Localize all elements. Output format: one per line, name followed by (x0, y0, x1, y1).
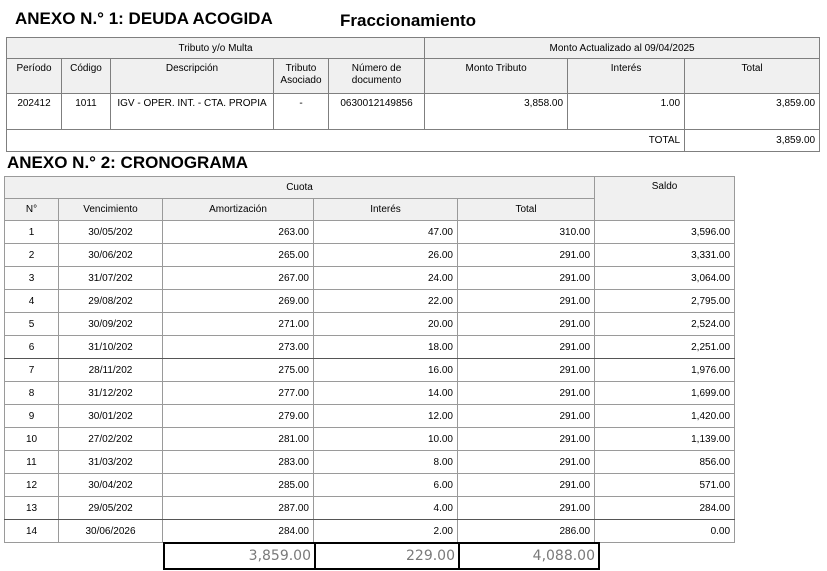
cell-interes: 8.00 (314, 451, 458, 474)
cell-amortizacion: 285.00 (163, 474, 314, 497)
total-total: 4,088.00 (459, 543, 599, 569)
anexo2-title: ANEXO N.° 2: CRONOGRAMA (7, 153, 249, 172)
cell-n: 7 (5, 359, 59, 382)
table-row (5, 474, 735, 497)
cell-amortizacion: 284.00 (163, 520, 314, 543)
cell-total: 291.00 (458, 497, 595, 520)
table-row (5, 497, 735, 520)
cell-vencimiento: 30/01/202 (59, 405, 163, 428)
cell-interes: 18.00 (314, 336, 458, 359)
cell-n: 5 (5, 313, 59, 336)
table-row (5, 267, 735, 290)
cell-n: 11 (5, 451, 59, 474)
cell-vencimiento: 31/03/202 (59, 451, 163, 474)
header-descripcion: Descripción (111, 59, 274, 94)
cell-total: 291.00 (458, 451, 595, 474)
cell-total: 291.00 (458, 267, 595, 290)
cell-saldo: 284.00 (595, 497, 735, 520)
header-codigo: Código (62, 59, 111, 94)
cell-n: 1 (5, 221, 59, 244)
cronograma-body (5, 221, 735, 543)
table-row (5, 221, 735, 244)
cell-saldo: 856.00 (595, 451, 735, 474)
cell-interes: 22.00 (314, 290, 458, 313)
header-vencimiento: Vencimiento (59, 199, 163, 221)
cell-total: 291.00 (458, 359, 595, 382)
table-row (5, 313, 735, 336)
cell-total: 291.00 (458, 382, 595, 405)
total-value: 3,859.00 (685, 130, 820, 152)
cell-total: 291.00 (458, 428, 595, 451)
cell-total: 291.00 (458, 313, 595, 336)
header-total: Total (685, 59, 820, 94)
cell-n: 12 (5, 474, 59, 497)
header-n: N° (5, 199, 59, 221)
total-label: TOTAL (7, 130, 685, 152)
cell-total: 291.00 (458, 244, 595, 267)
cell-n: 13 (5, 497, 59, 520)
cell-codigo: 1011 (62, 94, 111, 130)
cell-interes: 4.00 (314, 497, 458, 520)
cell-amortizacion: 267.00 (163, 267, 314, 290)
cell-saldo: 1,420.00 (595, 405, 735, 428)
cell-saldo: 3,596.00 (595, 221, 735, 244)
cell-amortizacion: 283.00 (163, 451, 314, 474)
cell-vencimiento: 31/07/202 (59, 267, 163, 290)
cell-vencimiento: 30/04/202 (59, 474, 163, 497)
cell-interes: 20.00 (314, 313, 458, 336)
table-row (5, 290, 735, 313)
table-row (5, 405, 735, 428)
cell-amortizacion: 265.00 (163, 244, 314, 267)
header-tributo-asociado: Tributo Asociado (274, 59, 329, 94)
cell-total: 291.00 (458, 336, 595, 359)
cell-amortizacion: 263.00 (163, 221, 314, 244)
cell-saldo: 2,795.00 (595, 290, 735, 313)
cell-n: 2 (5, 244, 59, 267)
cell-vencimiento: 28/11/202 (59, 359, 163, 382)
cell-numero-documento: 0630012149856 (329, 94, 425, 130)
cell-periodo: 202412 (7, 94, 62, 130)
table-row (5, 244, 735, 267)
deuda-row (7, 94, 820, 130)
cell-saldo: 1,139.00 (595, 428, 735, 451)
cell-vencimiento: 29/05/202 (59, 497, 163, 520)
header-saldo: Saldo (595, 177, 735, 221)
cell-total: 291.00 (458, 405, 595, 428)
cell-amortizacion: 271.00 (163, 313, 314, 336)
table-row (5, 428, 735, 451)
cell-tributo-asociado: - (274, 94, 329, 130)
cell-total: 286.00 (458, 520, 595, 543)
header-periodo: Período (7, 59, 62, 94)
cell-vencimiento: 30/05/202 (59, 221, 163, 244)
cell-interes: 14.00 (314, 382, 458, 405)
cell-amortizacion: 275.00 (163, 359, 314, 382)
group-header-monto: Monto Actualizado al 09/04/2025 (425, 38, 820, 59)
cell-interes: 10.00 (314, 428, 458, 451)
cell-interes: 47.00 (314, 221, 458, 244)
cell-total: 310.00 (458, 221, 595, 244)
cronograma-table (4, 176, 735, 543)
cell-saldo: 2,524.00 (595, 313, 735, 336)
cell-total: 3,859.00 (685, 94, 820, 130)
header-total-cuota: Total (458, 199, 595, 221)
cell-interes: 2.00 (314, 520, 458, 543)
cell-amortizacion: 269.00 (163, 290, 314, 313)
table-row (5, 451, 735, 474)
group-header-tributo: Tributo y/o Multa (7, 38, 425, 59)
cell-vencimiento: 31/12/202 (59, 382, 163, 405)
table-row (5, 336, 735, 359)
cell-monto-tributo: 3,858.00 (425, 94, 568, 130)
cell-interes: 1.00 (568, 94, 685, 130)
cell-n: 10 (5, 428, 59, 451)
table-row (5, 382, 735, 405)
cell-interes: 6.00 (314, 474, 458, 497)
cronograma-totals (163, 542, 600, 570)
cell-vencimiento: 30/09/202 (59, 313, 163, 336)
cell-amortizacion: 287.00 (163, 497, 314, 520)
cell-amortizacion: 279.00 (163, 405, 314, 428)
cell-interes: 24.00 (314, 267, 458, 290)
cell-amortizacion: 273.00 (163, 336, 314, 359)
header-numero-documento: Número de documento (329, 59, 425, 94)
table-row (5, 359, 735, 382)
cell-amortizacion: 277.00 (163, 382, 314, 405)
deuda-acogida-table (6, 37, 820, 152)
cell-total: 291.00 (458, 290, 595, 313)
cell-saldo: 3,331.00 (595, 244, 735, 267)
anexo1-subtitle: Fraccionamiento (340, 11, 477, 30)
cell-n: 3 (5, 267, 59, 290)
header-interes: Interés (568, 59, 685, 94)
cell-vencimiento: 30/06/2026 (59, 520, 163, 543)
cell-vencimiento: 29/08/202 (59, 290, 163, 313)
header-amortizacion: Amortización (163, 199, 314, 221)
cell-saldo: 0.00 (595, 520, 735, 543)
cell-saldo: 1,976.00 (595, 359, 735, 382)
cell-amortizacion: 281.00 (163, 428, 314, 451)
header-interes-cuota: Interés (314, 199, 458, 221)
cell-saldo: 1,699.00 (595, 382, 735, 405)
cell-interes: 26.00 (314, 244, 458, 267)
cell-descripcion: IGV - OPER. INT. - CTA. PROPIA (111, 94, 274, 130)
cell-n: 9 (5, 405, 59, 428)
group-header-cuota: Cuota (5, 177, 595, 199)
header-monto-tributo: Monto Tributo (425, 59, 568, 94)
anexo1-title: ANEXO N.° 1: DEUDA ACOGIDA (15, 9, 273, 28)
cell-saldo: 3,064.00 (595, 267, 735, 290)
cell-total: 291.00 (458, 474, 595, 497)
cell-interes: 12.00 (314, 405, 458, 428)
cell-n: 14 (5, 520, 59, 543)
table-row (5, 520, 735, 543)
cell-n: 6 (5, 336, 59, 359)
cell-saldo: 2,251.00 (595, 336, 735, 359)
cell-n: 4 (5, 290, 59, 313)
cell-vencimiento: 27/02/202 (59, 428, 163, 451)
cell-interes: 16.00 (314, 359, 458, 382)
cell-saldo: 571.00 (595, 474, 735, 497)
cell-n: 8 (5, 382, 59, 405)
cell-vencimiento: 30/06/202 (59, 244, 163, 267)
cell-vencimiento: 31/10/202 (59, 336, 163, 359)
total-amortizacion: 3,859.00 (164, 543, 315, 569)
total-interes: 229.00 (315, 543, 459, 569)
